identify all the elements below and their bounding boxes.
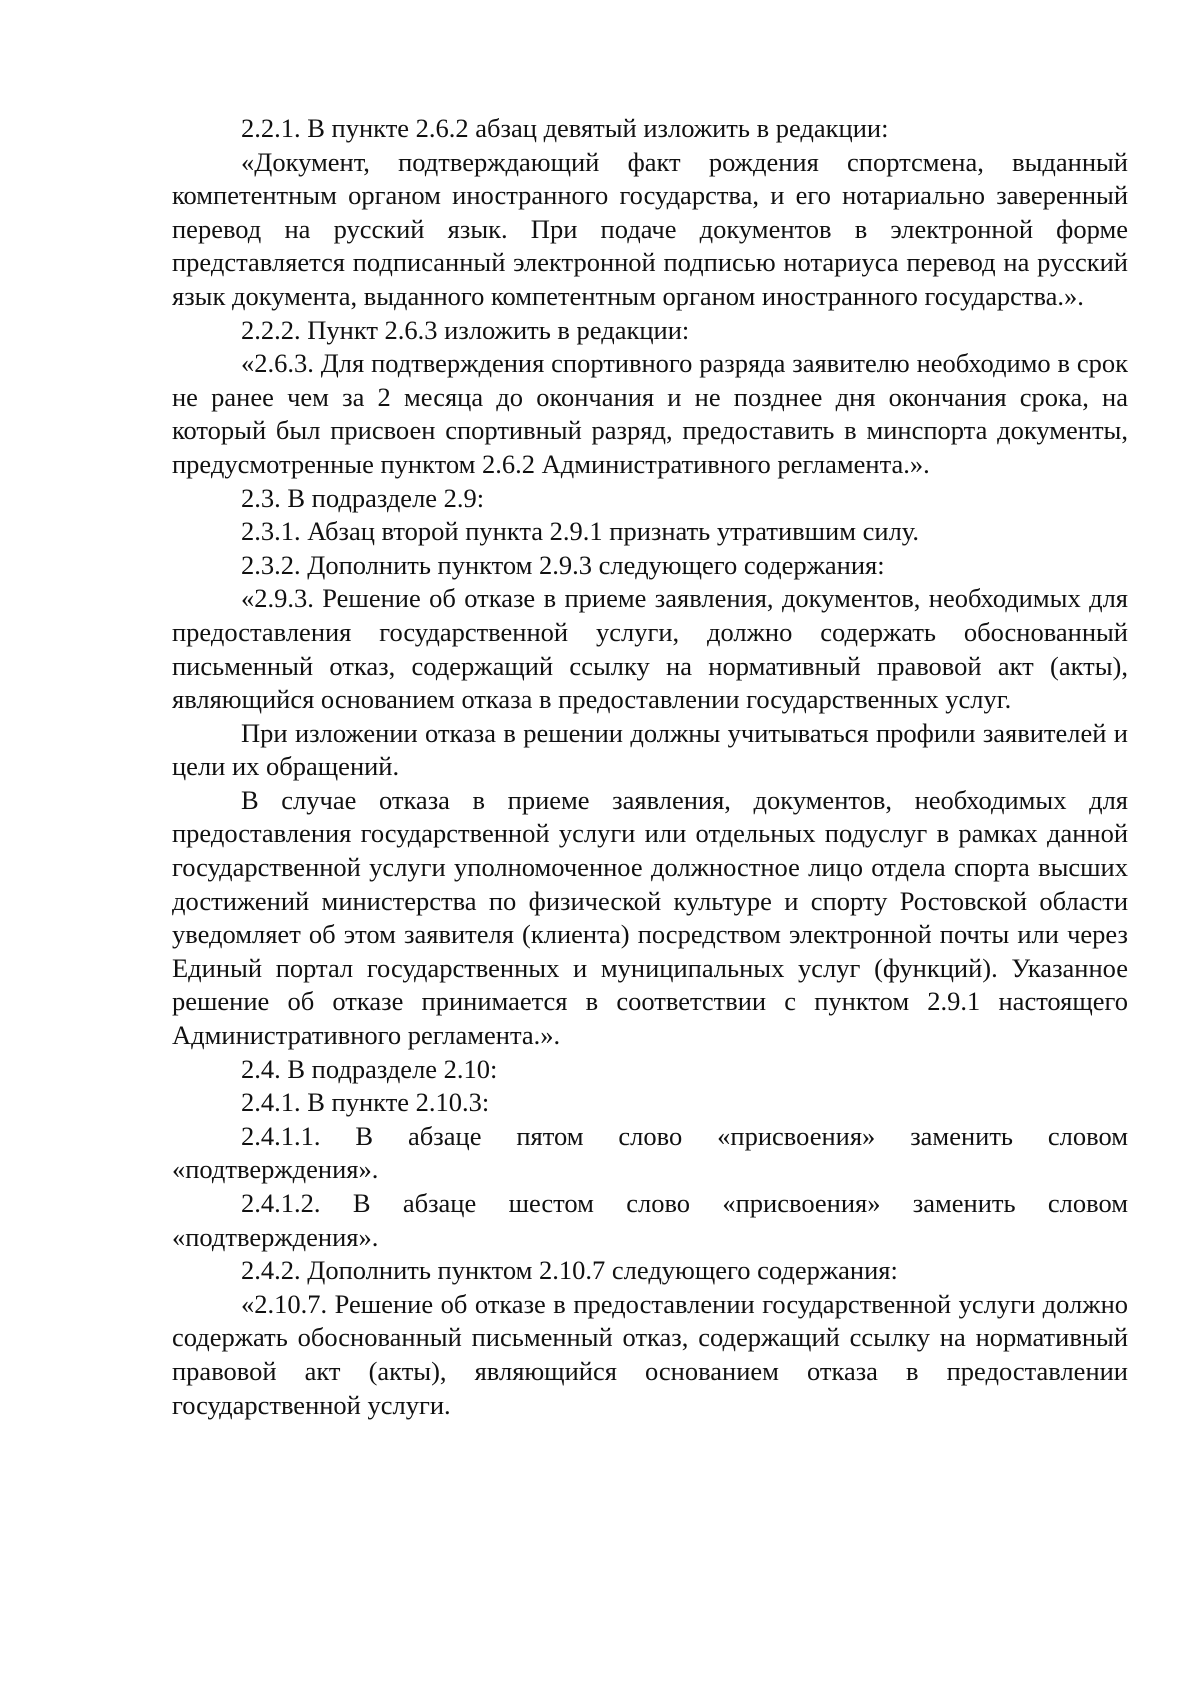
- paragraph-refusal-notification: В случае отказа в приеме заявления, документов, необходимых для предоставления государственной услуги или отдельных подуслуг в рамках данной государственной услуги уполномоченное должностное лицо отдела спорта высших достижений министерства по физической культуре и спорту Ростовской области уведомляет об этом заявителя (клиента) посредством электронной почты или через Единый портал государственных и муниципальных услуг (функций). Указанное решение об отказе принимается в соответствии с пунктом 2.9.1 настоящего Административного регламента.».: [172, 784, 1128, 1051]
- document-body: [172, 112, 1128, 1422]
- paragraph-refusal-profiles: При изложении отказа в решении должны учитываться профили заявителей и цели их обращений.: [172, 717, 1128, 782]
- paragraph-quote-birth-document: «Документ, подтверждающий факт рождения спортсмена, выданный компетентным органом иностранного государства, и его нотариально заверенный перевод на русский язык. При подаче документов в электронной форме представляется подписанный электронной подписью нотариуса перевод на русский язык документа, выданного компетентным органом иностранного государства.».: [172, 146, 1128, 311]
- paragraph-2-4-1-1: 2.4.1.1. В абзаце пятом слово «присвоения» заменить словом «подтверждения».: [172, 1120, 1128, 1185]
- paragraph-quote-2-6-3: «2.6.3. Для подтверждения спортивного разряда заявителю необходимо в срок не ранее чем за 2 месяца до окончания и не позднее дня окончания срока, на который был присвоен спортивный разряд, предоставить в минспорта документы, предусмотренные пунктом 2.6.2 Административного регламента.».: [172, 348, 1128, 479]
- paragraph-2-3-1: 2.3.1. Абзац второй пункта 2.9.1 признать утратившим силу.: [241, 516, 920, 547]
- paragraph-2-3: 2.3. В подразделе 2.9:: [241, 482, 485, 513]
- paragraph-quote-2-10-7: «2.10.7. Решение об отказе в предоставлении государственной услуги должно содержать обоснованный письменный отказ, содержащий ссылку на нормативный правовой акт (акты), являющийся основанием отказа в предоставлении государственной услуги.: [172, 1288, 1128, 1420]
- paragraph-2-4-1: 2.4.1. В пункте 2.10.3:: [241, 1087, 490, 1118]
- paragraph-quote-2-9-3: «2.9.3. Решение об отказе в приеме заявления, документов, необходимых для предоставления государственной услуги, должно содержать обоснованный письменный отказ, содержащий ссылку на нормативный правовой акт (акты), являющийся основанием отказа в предоставлении государственных услуг.: [172, 583, 1128, 715]
- paragraph-2-4: 2.4. В подразделе 2.10:: [241, 1053, 498, 1084]
- paragraph-2-4-1-2: 2.4.1.2. В абзаце шестом слово «присвоения» заменить словом «подтверждения».: [172, 1188, 1128, 1252]
- paragraph-2-2-1: 2.2.1. В пункте 2.6.2 абзац девятый изложить в редакции:: [241, 113, 889, 143]
- paragraph-2-4-2: 2.4.2. Дополнить пунктом 2.10.7 следующего содержания:: [241, 1255, 898, 1286]
- paragraph-2-2-2: 2.2.2. Пункт 2.6.3 изложить в редакции:: [241, 314, 690, 345]
- paragraph-2-3-2: 2.3.2. Дополнить пунктом 2.9.3 следующего содержания:: [241, 549, 885, 580]
